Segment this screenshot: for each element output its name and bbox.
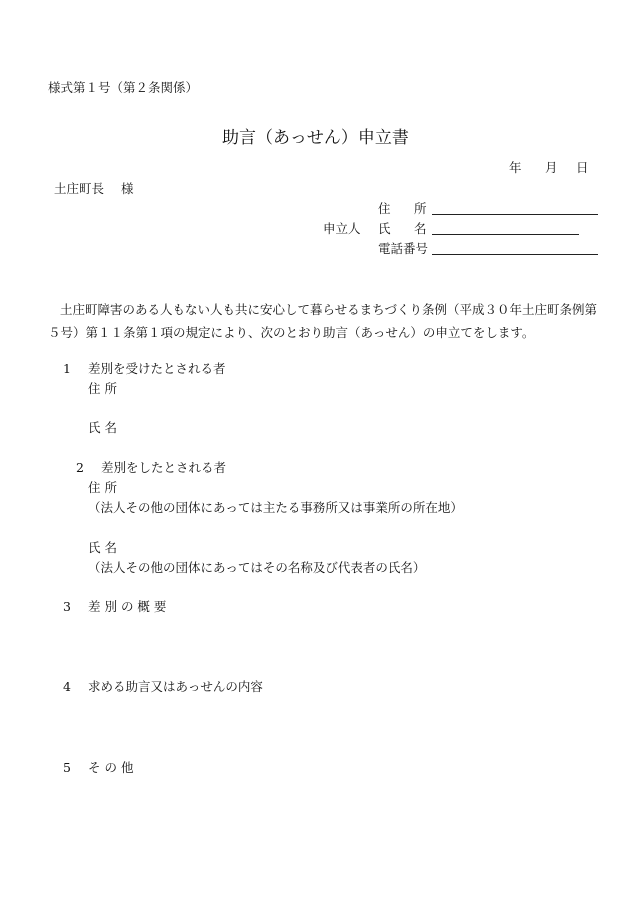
applicant-name-line[interactable] [432,234,579,235]
date-day: 日 [576,160,589,175]
section-2-address-note: （法人その他の団体にあっては主たる事務所又は事業所の所在地） [88,500,463,515]
section-2-address-label: 住 所 [88,480,117,495]
date-month: 月 [545,160,558,175]
section-5-title: そ の 他 [88,760,134,775]
section-2-name-note: （法人その他の団体にあってはその名称及び代表者の氏名） [88,560,426,575]
section-1-name-label: 氏 名 [88,420,117,435]
applicant-name-label-1: 氏 [378,221,391,236]
section-1-title: 差別を受けたとされる者 [88,361,226,376]
applicant-phone-label: 電話番号 [378,241,429,256]
section-1-address-label: 住 所 [88,381,117,396]
section-2-number: 2 [76,460,84,475]
applicant-address-line[interactable] [432,214,598,215]
addressee-name: 土庄町長 [54,181,105,196]
addressee-honorific: 様 [121,181,134,196]
section-4-number: 4 [63,679,71,694]
section-2-name-label: 氏 名 [88,540,117,555]
applicant-phone-line[interactable] [432,254,598,255]
section-3-number: 3 [63,599,71,614]
applicant-name-label-2: 名 [414,221,427,236]
section-3-title: 差 別 の 概 要 [88,599,167,614]
applicant-address-label-2: 所 [414,201,427,216]
date-year: 年 [509,160,522,175]
section-1-number: 1 [63,361,71,376]
body-paragraph: 土庄町障害のある人もない人も共に安心して暮らせるまちづくり条例（平成３０年土庄町条例第５号）第１１条第１項の規定により、次のとおり助言（あっせん）の申立てをします。 [48,302,598,340]
document-title: 助言（あっせん）申立書 [222,128,409,148]
section-5-number: 5 [63,760,71,775]
applicant-role-label: 申立人 [323,221,361,236]
section-4-title: 求める助言又はあっせんの内容 [88,679,263,694]
form-number: 様式第１号（第２条関係） [48,80,199,95]
applicant-address-label-1: 住 [378,201,391,216]
section-2-title: 差別をしたとされる者 [101,460,227,475]
